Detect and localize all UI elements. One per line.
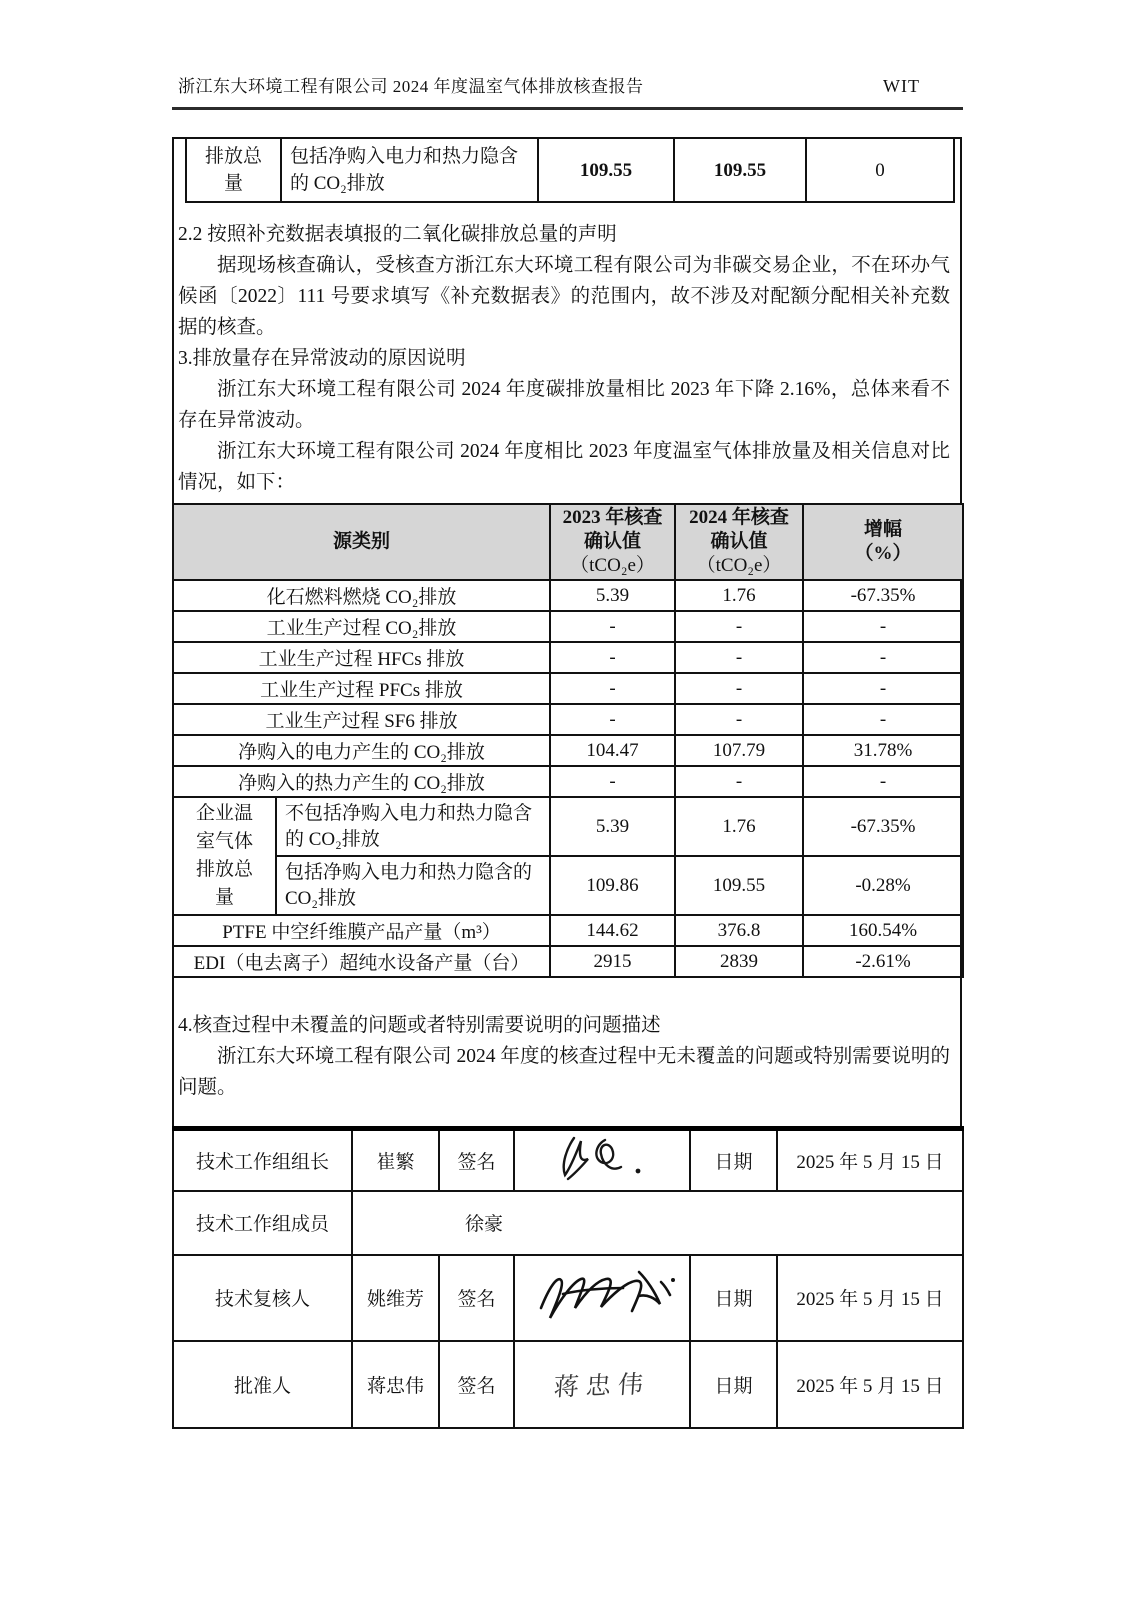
header-divider <box>172 107 963 110</box>
value-difference: 0 <box>806 139 954 202</box>
sign-label: 签名 <box>439 1129 514 1191</box>
section-4-heading: 4.核查过程中未覆盖的问题或者特别需要说明的问题描述 <box>178 1015 661 1036</box>
table-row: PTFE 中空纤维膜产品产量（m³） 144.62 376.8 160.54% <box>173 915 963 946</box>
signature-leader-cell <box>514 1129 690 1191</box>
row-group-label: 排放总量 <box>186 139 281 202</box>
header-source-category: 源类别 <box>173 504 550 580</box>
role-label: 技术复核人 <box>173 1255 352 1341</box>
date-label: 日期 <box>690 1129 777 1191</box>
date-label: 日期 <box>690 1255 777 1341</box>
value-2023: 109.55 <box>538 139 674 202</box>
signature-table <box>172 1126 964 1429</box>
carryover-emissions-table <box>185 139 955 203</box>
running-header <box>178 72 962 97</box>
table-row: 净购入的热力产生的 CO₂排放 - - - <box>173 766 963 797</box>
date-value: 2025 年 5 月 15 日 <box>777 1255 963 1341</box>
signature-handwriting-icon <box>527 1264 677 1332</box>
emissions-comparison-table <box>172 503 964 978</box>
section-3-paragraph-2: 浙江东大环境工程有限公司 2024 年度相比 2023 年度温室气体排放量及相关信息对比情况，如下： <box>178 441 950 493</box>
date-label: 日期 <box>690 1341 777 1428</box>
role-label: 技术工作组成员 <box>173 1191 352 1255</box>
signature-reviewer-cell <box>514 1255 690 1341</box>
person-name: 崔繁 <box>352 1129 439 1191</box>
content-frame <box>172 137 962 1126</box>
date-value: 2025 年 5 月 15 日 <box>777 1341 963 1428</box>
person-name: 姚维芳 <box>352 1255 439 1341</box>
table-row <box>173 1191 963 1255</box>
table-row <box>186 139 954 202</box>
table-row <box>173 1341 963 1428</box>
total-group-label: 企业温室气体排放总量 <box>173 797 276 915</box>
table-row: 工业生产过程 SF6 排放 - - - <box>173 704 963 735</box>
table-row: 工业生产过程 HFCs 排放 - - - <box>173 642 963 673</box>
table-row: 包括净购入电力和热力隐含的 CO₂排放 109.86 109.55 -0.28% <box>173 856 963 915</box>
section-2-2-heading: 2.2 按照补充数据表填报的二氧化碳排放总量的声明 <box>178 224 617 245</box>
section-4-paragraph: 浙江东大环境工程有限公司 2024 年度的核查过程中无未覆盖的问题或特别需要说明的问题。 <box>178 1046 950 1098</box>
body-text <box>178 1010 950 1103</box>
signature-handwriting-icon <box>550 1132 654 1188</box>
value-2024: 109.55 <box>674 139 806 202</box>
date-value: 2025 年 5 月 15 日 <box>777 1129 963 1191</box>
header-2023-confirmed: 2023 年核查确认值 （tCO₂e） <box>550 504 675 580</box>
sign-label: 签名 <box>439 1341 514 1428</box>
table-row: 企业温室气体排放总量 不包括净购入电力和热力隐含的 CO₂排放 5.39 1.76 -67.35% <box>173 797 963 856</box>
row-item-label: 包括净购入电力和热力隐含的 CO₂排放 <box>281 139 538 202</box>
person-name: 蒋忠伟 <box>352 1341 439 1428</box>
table-row <box>173 1255 963 1341</box>
body-text <box>178 219 950 498</box>
role-label: 技术工作组组长 <box>173 1129 352 1191</box>
logo-text: WIT <box>883 76 920 96</box>
signature-handwriting-text: 蒋忠伟 <box>552 1371 651 1402</box>
role-label: 批准人 <box>173 1341 352 1428</box>
section-2-2-paragraph: 据现场核查确认，受核查方浙江东大环境工程有限公司为非碳交易企业，不在环办气候函〔2022〕111 号要求填写《补充数据表》的范围内，故不涉及对配额分配相关补充数据的核查。 <box>178 255 950 338</box>
header-2024-confirmed: 2024 年核查确认值 （tCO₂e） <box>675 504 803 580</box>
report-title: 浙江东大环境工程有限公司 2024 年度温室气体排放核查报告 <box>178 77 644 96</box>
table-row: 化石燃料燃烧 CO₂排放 5.39 1.76 -67.35% <box>173 580 963 611</box>
table-row: 工业生产过程 PFCs 排放 - - - <box>173 673 963 704</box>
section-3-paragraph-1: 浙江东大环境工程有限公司 2024 年度碳排放量相比 2023 年下降 2.16%，总体来看不存在异常波动。 <box>178 379 950 431</box>
table-row: 净购入的电力产生的 CO₂排放 104.47 107.79 31.78% <box>173 735 963 766</box>
table-row: EDI（电去离子）超纯水设备产量（台） 2915 2839 -2.61% <box>173 946 963 977</box>
sign-label: 签名 <box>439 1255 514 1341</box>
header-change-percent: 增幅 （%） <box>803 504 963 580</box>
table-row <box>173 1129 963 1191</box>
section-3-heading: 3.排放量存在异常波动的原因说明 <box>178 348 466 369</box>
team-members-names: 徐豪 <box>352 1191 963 1255</box>
signature-approver-cell <box>514 1341 690 1428</box>
table-row: 工业生产过程 CO₂排放 - - - <box>173 611 963 642</box>
table-header-row <box>173 504 963 580</box>
